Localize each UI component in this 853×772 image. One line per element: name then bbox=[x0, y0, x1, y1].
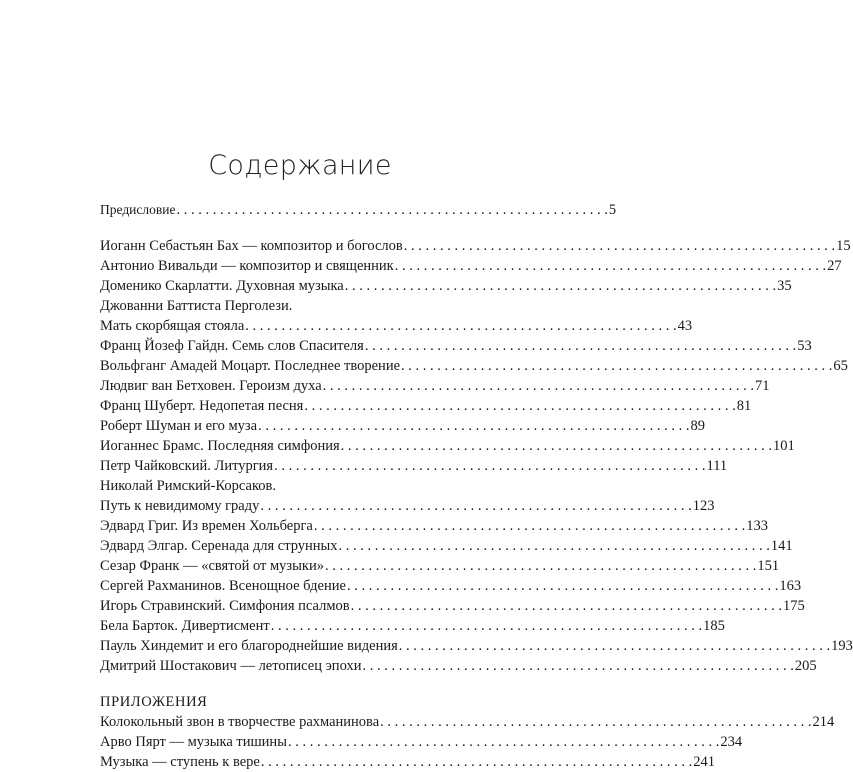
spacer bbox=[100, 676, 486, 688]
toc-entry[interactable] bbox=[100, 476, 486, 496]
toc-entry-page: 193 bbox=[831, 638, 853, 654]
appendix-entry[interactable] bbox=[100, 732, 743, 752]
toc-entry-title: Пауль Хиндемит и его благороднейшие видения bbox=[100, 638, 398, 654]
dot-leader bbox=[346, 576, 779, 596]
dot-leader bbox=[322, 376, 755, 396]
dot-leader bbox=[324, 556, 757, 576]
toc-entry-title: Музыка — ступень к вере bbox=[100, 754, 260, 770]
toc-entry-title: Вольфганг Амадей Моцарт. Последнее творение bbox=[100, 358, 401, 374]
toc-entry-title: Доменико Скарлатти. Духовная музыка bbox=[100, 278, 344, 294]
toc-entry-page: 175 bbox=[782, 598, 805, 614]
toc-entry[interactable] bbox=[100, 596, 805, 616]
toc-entry[interactable] bbox=[100, 236, 851, 256]
toc-entry-title: Сезар Франк — «святой от музыки» bbox=[100, 558, 324, 574]
dot-leader bbox=[259, 496, 692, 516]
dot-leader bbox=[244, 316, 677, 336]
dot-leader bbox=[364, 336, 797, 356]
toc-entry[interactable] bbox=[100, 516, 768, 536]
toc-entry[interactable] bbox=[100, 496, 715, 516]
toc-entry[interactable] bbox=[100, 376, 770, 396]
toc-entry-title: Дмитрий Шостакович — летописец эпохи bbox=[100, 658, 362, 674]
toc-entry[interactable] bbox=[100, 356, 848, 376]
page-title: Содержание bbox=[208, 150, 392, 181]
toc-entry-title: Иоганн Себастьян Бах — композитор и богослов bbox=[100, 238, 403, 254]
toc-entry-page: 163 bbox=[779, 578, 802, 594]
spacer bbox=[100, 220, 486, 236]
toc-entry[interactable] bbox=[100, 416, 705, 436]
dot-leader bbox=[350, 596, 783, 616]
toc-entry-title: Людвиг ван Бетховен. Героизм духа bbox=[100, 378, 322, 394]
toc-entry-title: Сергей Рахманинов. Всенощное бдение bbox=[100, 578, 346, 594]
dot-leader bbox=[403, 236, 836, 256]
dot-leader bbox=[260, 752, 693, 772]
dot-leader bbox=[400, 356, 833, 376]
dot-leader bbox=[270, 616, 703, 636]
dot-leader bbox=[394, 256, 827, 276]
toc-entry-page: 53 bbox=[797, 338, 812, 354]
toc-entries bbox=[100, 236, 853, 676]
toc-entry-title: Роберт Шуман и его муза bbox=[100, 418, 258, 434]
toc-entry-title: Путь к невидимому граду bbox=[100, 498, 260, 514]
dot-leader bbox=[379, 712, 812, 732]
dot-leader bbox=[398, 636, 831, 656]
toc-entry-page: 89 bbox=[690, 418, 705, 434]
toc-entry[interactable] bbox=[100, 436, 795, 456]
toc-entry-page: 214 bbox=[812, 714, 835, 730]
toc-entry-page: 65 bbox=[833, 358, 848, 374]
toc-entry[interactable] bbox=[100, 336, 812, 356]
dot-leader bbox=[303, 396, 736, 416]
dot-leader bbox=[340, 436, 773, 456]
dot-leader bbox=[273, 456, 706, 476]
toc-entry-title: Франц Йозеф Гайдн. Семь слов Спасителя bbox=[100, 338, 364, 354]
toc-entry-title: Предисловие bbox=[100, 202, 176, 217]
toc-entry-title: Эдвард Григ. Из времен Хольберга bbox=[100, 518, 313, 534]
toc-entry-page: 205 bbox=[794, 658, 817, 674]
appendix-entry[interactable] bbox=[100, 752, 715, 772]
toc-entry-page: 27 bbox=[827, 258, 842, 274]
toc-entry-page: 101 bbox=[773, 438, 795, 454]
toc-entry-title: Иоганнес Брамс. Последняя симфония bbox=[100, 438, 340, 454]
dot-leader bbox=[257, 416, 690, 436]
toc-entry-title: Игорь Стравинский. Симфония псалмов bbox=[100, 598, 350, 614]
toc-entry[interactable] bbox=[100, 636, 853, 656]
appendix-heading: ПРИЛОЖЕНИЯ bbox=[100, 694, 208, 710]
dot-leader bbox=[313, 516, 746, 536]
toc-entry[interactable] bbox=[100, 576, 802, 596]
toc-entry-title: Николай Римский-Корсаков. bbox=[100, 478, 277, 494]
appendix-entry[interactable] bbox=[100, 712, 835, 732]
dot-leader bbox=[287, 732, 720, 752]
toc-entry-title: Арво Пярт — музыка тишины bbox=[100, 734, 287, 750]
toc-entry-page: 5 bbox=[608, 202, 617, 218]
dot-leader bbox=[361, 656, 794, 676]
appendix-entries bbox=[100, 712, 835, 772]
dot-leader bbox=[175, 200, 608, 220]
toc-entry-preface[interactable] bbox=[100, 200, 617, 220]
toc-entry[interactable] bbox=[100, 256, 842, 276]
toc-entry[interactable] bbox=[100, 396, 752, 416]
toc-entry-title: Эдвард Элгар. Серенада для струнных bbox=[100, 538, 338, 554]
toc-entry-page: 241 bbox=[693, 754, 715, 770]
toc-entry[interactable] bbox=[100, 556, 780, 576]
toc-entry-title: Джованни Баттиста Перголези. bbox=[100, 298, 293, 314]
toc-entry-title: Мать скорбящая стояла bbox=[100, 318, 245, 334]
toc-entry-page: 123 bbox=[692, 498, 715, 514]
toc-entry-title: Колокольный звон в творчестве рахманинова bbox=[100, 714, 380, 730]
toc-entry[interactable] bbox=[100, 456, 728, 476]
toc-entry-page: 133 bbox=[746, 518, 768, 534]
dot-leader bbox=[338, 536, 771, 556]
toc-entry-page: 141 bbox=[770, 538, 793, 554]
toc-entry-title: Франц Шуберт. Недопетая песня bbox=[100, 398, 304, 414]
toc-entry-page: 185 bbox=[703, 618, 725, 634]
toc-entry[interactable] bbox=[100, 616, 725, 636]
table-of-contents bbox=[100, 200, 853, 772]
toc-entry-page: 111 bbox=[706, 458, 728, 474]
toc-entry[interactable] bbox=[100, 536, 793, 556]
toc-entry[interactable] bbox=[100, 276, 792, 296]
toc-entry-title: Антонио Вивальди — композитор и священник bbox=[100, 258, 394, 274]
toc-entry[interactable] bbox=[100, 296, 486, 316]
toc-entry-title: Петр Чайковский. Литургия bbox=[100, 458, 274, 474]
dot-leader bbox=[344, 276, 777, 296]
toc-entry-page: 43 bbox=[677, 318, 693, 334]
toc-entry-page: 81 bbox=[736, 398, 752, 414]
toc-entry-title: Бела Барток. Дивертисмент bbox=[100, 618, 270, 634]
toc-entry-page: 151 bbox=[757, 558, 780, 574]
toc-entry-page: 71 bbox=[755, 378, 770, 394]
toc-entry[interactable] bbox=[100, 656, 817, 676]
toc-entry-page: 15 bbox=[836, 238, 851, 254]
toc-entry-page: 35 bbox=[777, 278, 792, 294]
toc-entry[interactable] bbox=[100, 316, 693, 336]
toc-entry-page: 234 bbox=[720, 734, 743, 750]
